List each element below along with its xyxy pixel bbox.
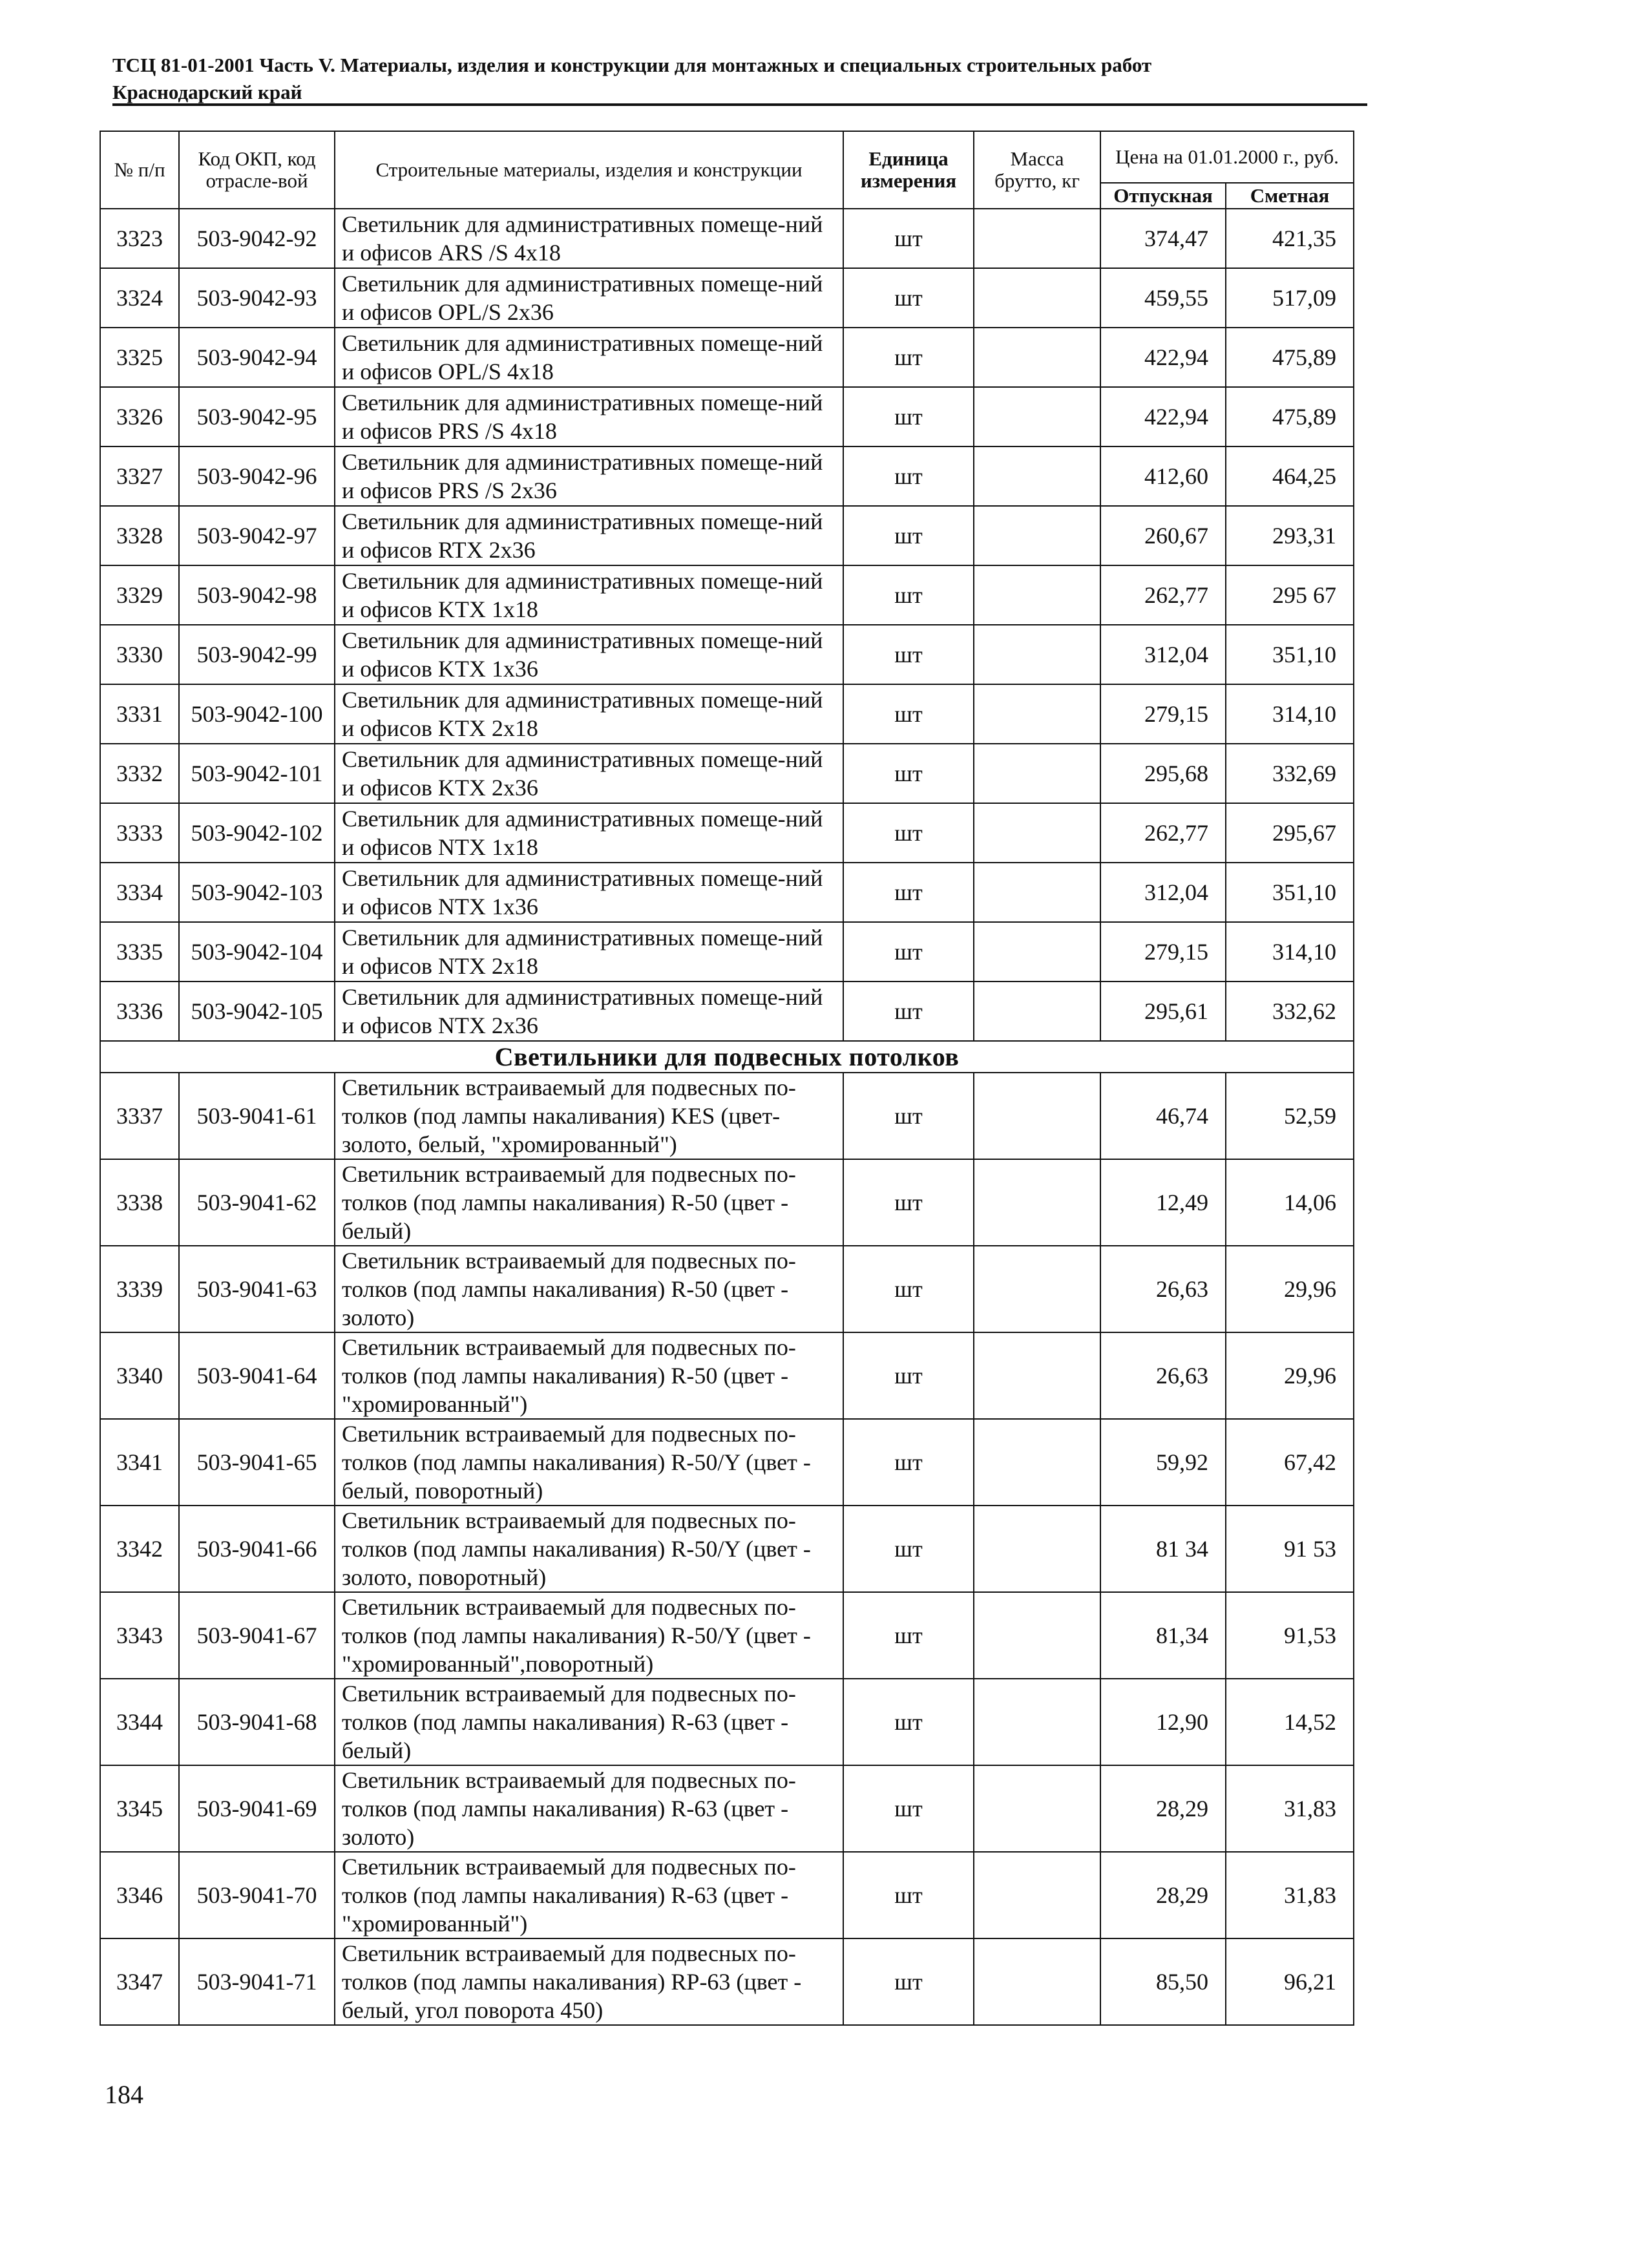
row-mass (974, 1073, 1100, 1159)
row-code: 503-9041-69 (179, 1765, 335, 1852)
row-estimate-price: 96,21 (1226, 1938, 1354, 2025)
row-code: 503-9041-62 (179, 1159, 335, 1246)
row-mass (974, 1679, 1100, 1765)
row-name: Светильник встраиваемый для подвесных по-толков (под лампы накаливания) R-63 (цвет - белый) (335, 1679, 843, 1765)
table-body-group1 (100, 209, 1354, 1041)
row-estimate-price: 14,52 (1226, 1679, 1354, 1765)
row-code: 503-9042-100 (179, 684, 335, 744)
page-number: 184 (105, 2080, 143, 2109)
row-release-price: 459,55 (1100, 268, 1226, 328)
row-release-price: 279,15 (1100, 684, 1226, 744)
row-unit: шт (843, 1332, 974, 1419)
row-mass (974, 982, 1100, 1041)
row-unit: шт (843, 1852, 974, 1938)
table-row (100, 209, 1354, 268)
row-release-price: 12,90 (1100, 1679, 1226, 1765)
col-header-code: Код ОКП, код отрасле-вой (179, 131, 335, 209)
row-estimate-price: 31,83 (1226, 1765, 1354, 1852)
row-estimate-price: 91 53 (1226, 1506, 1354, 1592)
row-estimate-price: 314,10 (1226, 684, 1354, 744)
row-number: 3335 (100, 922, 179, 982)
row-code: 503-9042-105 (179, 982, 335, 1041)
row-code: 503-9042-102 (179, 803, 335, 863)
table-row (100, 446, 1354, 506)
row-code: 503-9041-71 (179, 1938, 335, 2025)
row-number: 3326 (100, 387, 179, 446)
row-release-price: 26,63 (1100, 1332, 1226, 1419)
row-code: 503-9042-96 (179, 446, 335, 506)
row-estimate-price: 14,06 (1226, 1159, 1354, 1246)
row-number: 3343 (100, 1592, 179, 1679)
row-estimate-price: 29,96 (1226, 1246, 1354, 1332)
row-code: 503-9042-93 (179, 268, 335, 328)
row-estimate-price: 31,83 (1226, 1852, 1354, 1938)
row-name: Светильник для административных помеще-ний и офисов PRS /S 4x18 (335, 387, 843, 446)
row-code: 503-9041-68 (179, 1679, 335, 1765)
row-estimate-price: 52,59 (1226, 1073, 1354, 1159)
row-estimate-price: 293,31 (1226, 506, 1354, 565)
table-header (100, 131, 1354, 209)
row-estimate-price: 29,96 (1226, 1332, 1354, 1419)
row-name: Светильник для административных помеще-ний и офисов NTX 1x18 (335, 803, 843, 863)
row-unit: шт (843, 744, 974, 803)
row-code: 503-9041-66 (179, 1506, 335, 1592)
row-name: Светильник встраиваемый для подвесных по-толков (под лампы накаливания) R-50/Y (цвет - золото, поворотный) (335, 1506, 843, 1592)
row-mass (974, 268, 1100, 328)
row-unit: шт (843, 1938, 974, 2025)
row-release-price: 46,74 (1100, 1073, 1226, 1159)
row-number: 3331 (100, 684, 179, 744)
col-header-name: Строительные материалы, изделия и конструкции (335, 131, 843, 209)
table-row (100, 922, 1354, 982)
row-unit: шт (843, 1159, 974, 1246)
table-row (100, 1419, 1354, 1506)
row-number: 3339 (100, 1246, 179, 1332)
header-divider (112, 103, 1367, 106)
row-unit: шт (843, 684, 974, 744)
row-number: 3338 (100, 1159, 179, 1246)
table-row (100, 744, 1354, 803)
col-header-release: Отпускная (1100, 183, 1226, 209)
col-header-price-group: Цена на 01.01.2000 г., руб. (1100, 131, 1354, 183)
row-release-price: 312,04 (1100, 863, 1226, 922)
row-release-price: 295,61 (1100, 982, 1226, 1041)
row-number: 3345 (100, 1765, 179, 1852)
row-code: 503-9042-101 (179, 744, 335, 803)
col-header-unit: Единица измерения (843, 131, 974, 209)
row-release-price: 412,60 (1100, 446, 1226, 506)
row-unit: шт (843, 625, 974, 684)
row-unit: шт (843, 803, 974, 863)
row-name: Светильник для административных помеще-ний и офисов OPL/S 4x18 (335, 328, 843, 387)
row-code: 503-9041-67 (179, 1592, 335, 1679)
row-code: 503-9042-94 (179, 328, 335, 387)
row-unit: шт (843, 1765, 974, 1852)
row-estimate-price: 67,42 (1226, 1419, 1354, 1506)
row-number: 3328 (100, 506, 179, 565)
table-row (100, 1679, 1354, 1765)
row-unit: шт (843, 1419, 974, 1506)
row-unit: шт (843, 328, 974, 387)
row-number: 3342 (100, 1506, 179, 1592)
row-mass (974, 446, 1100, 506)
row-mass (974, 1419, 1100, 1506)
table-row (100, 1506, 1354, 1592)
row-release-price: 262,77 (1100, 803, 1226, 863)
row-number: 3347 (100, 1938, 179, 2025)
table-row (100, 1592, 1354, 1679)
row-release-price: 28,29 (1100, 1852, 1226, 1938)
table-row (100, 863, 1354, 922)
row-number: 3337 (100, 1073, 179, 1159)
row-mass (974, 328, 1100, 387)
row-name: Светильник встраиваемый для подвесных по-толков (под лампы накаливания) R-50/Y (цвет - "хромированный",поворотный) (335, 1592, 843, 1679)
row-mass (974, 387, 1100, 446)
row-number: 3330 (100, 625, 179, 684)
row-name: Светильник встраиваемый для подвесных по-толков (под лампы накаливания) R-50/Y (цвет - белый, поворотный) (335, 1419, 843, 1506)
row-release-price: 422,94 (1100, 387, 1226, 446)
row-code: 503-9041-64 (179, 1332, 335, 1419)
row-release-price: 279,15 (1100, 922, 1226, 982)
row-mass (974, 744, 1100, 803)
row-number: 3346 (100, 1852, 179, 1938)
row-mass (974, 506, 1100, 565)
row-code: 503-9042-97 (179, 506, 335, 565)
table-row (100, 1159, 1354, 1246)
row-mass (974, 1246, 1100, 1332)
table-row (100, 1852, 1354, 1938)
row-mass (974, 1159, 1100, 1246)
row-estimate-price: 332,62 (1226, 982, 1354, 1041)
row-code: 503-9041-63 (179, 1246, 335, 1332)
row-unit: шт (843, 446, 974, 506)
price-table (100, 131, 1354, 2026)
row-mass (974, 565, 1100, 625)
row-name: Светильник для административных помеще-ний и офисов ARS /S 4x18 (335, 209, 843, 268)
row-estimate-price: 332,69 (1226, 744, 1354, 803)
row-mass (974, 863, 1100, 922)
row-number: 3329 (100, 565, 179, 625)
row-mass (974, 1592, 1100, 1679)
table-row (100, 565, 1354, 625)
row-number: 3327 (100, 446, 179, 506)
section-title: Светильники для подвесных потолков (100, 1041, 1354, 1073)
row-name: Светильник для административных помеще-ний и офисов NTX 1x36 (335, 863, 843, 922)
row-release-price: 28,29 (1100, 1765, 1226, 1852)
row-unit: шт (843, 922, 974, 982)
row-unit: шт (843, 1246, 974, 1332)
row-code: 503-9041-70 (179, 1852, 335, 1938)
row-estimate-price: 421,35 (1226, 209, 1354, 268)
row-release-price: 262,77 (1100, 565, 1226, 625)
row-number: 3333 (100, 803, 179, 863)
table-row (100, 328, 1354, 387)
row-release-price: 295,68 (1100, 744, 1226, 803)
row-unit: шт (843, 1506, 974, 1592)
row-release-price: 374,47 (1100, 209, 1226, 268)
row-number: 3341 (100, 1419, 179, 1506)
row-unit: шт (843, 209, 974, 268)
row-name: Светильник встраиваемый для подвесных по-толков (под лампы накаливания) R-50 (цвет - "хромированный") (335, 1332, 843, 1419)
row-name: Светильник для административных помеще-ний и офисов NTX 2x18 (335, 922, 843, 982)
row-mass (974, 922, 1100, 982)
row-estimate-price: 475,89 (1226, 387, 1354, 446)
table-row (100, 684, 1354, 744)
row-code: 503-9042-98 (179, 565, 335, 625)
row-mass (974, 1506, 1100, 1592)
row-name: Светильник для административных помеще-ний и офисов KTX 2x36 (335, 744, 843, 803)
row-estimate-price: 295 67 (1226, 565, 1354, 625)
table-row (100, 387, 1354, 446)
row-unit: шт (843, 1592, 974, 1679)
row-code: 503-9041-61 (179, 1073, 335, 1159)
row-code: 503-9042-92 (179, 209, 335, 268)
header-title: ТСЦ 81-01-2001 Часть V. Материалы, изделия и конструкции для монтажных и специальных строительных работ (112, 54, 1152, 76)
row-estimate-price: 351,10 (1226, 625, 1354, 684)
row-name: Светильник для административных помеще-ний и офисов OPL/S 2x36 (335, 268, 843, 328)
row-release-price: 26,63 (1100, 1246, 1226, 1332)
table-row (100, 1246, 1354, 1332)
row-name: Светильник для административных помеще-ний и офисов KTX 1x18 (335, 565, 843, 625)
row-unit: шт (843, 268, 974, 328)
col-header-mass: Масса брутто, кг (974, 131, 1100, 209)
table-row (100, 803, 1354, 863)
row-name: Светильник для административных помеще-ний и офисов PRS /S 2x36 (335, 446, 843, 506)
table-row (100, 1073, 1354, 1159)
row-number: 3334 (100, 863, 179, 922)
row-code: 503-9042-99 (179, 625, 335, 684)
row-release-price: 260,67 (1100, 506, 1226, 565)
row-estimate-price: 351,10 (1226, 863, 1354, 922)
row-name: Светильник для административных помеще-ний и офисов RTX 2x36 (335, 506, 843, 565)
row-mass (974, 625, 1100, 684)
row-release-price: 81 34 (1100, 1506, 1226, 1592)
row-release-price: 59,92 (1100, 1419, 1226, 1506)
row-name: Светильник встраиваемый для подвесных по-толков (под лампы накаливания) R-50 (цвет - золото) (335, 1246, 843, 1332)
row-name: Светильник для административных помеще-ний и офисов KTX 2x18 (335, 684, 843, 744)
row-code: 503-9041-65 (179, 1419, 335, 1506)
row-unit: шт (843, 565, 974, 625)
col-header-estimate: Сметная (1226, 183, 1354, 209)
row-estimate-price: 314,10 (1226, 922, 1354, 982)
row-name: Светильник для административных помеще-ний и офисов KTX 1x36 (335, 625, 843, 684)
row-estimate-price: 475,89 (1226, 328, 1354, 387)
row-name: Светильник встраиваемый для подвесных по-толков (под лампы накаливания) RP-63 (цвет - белый, угол поворота 450) (335, 1938, 843, 2025)
table-row (100, 1938, 1354, 2025)
row-release-price: 422,94 (1100, 328, 1226, 387)
col-header-num: № п/п (100, 131, 179, 209)
row-number: 3324 (100, 268, 179, 328)
row-unit: шт (843, 1073, 974, 1159)
table-row (100, 1765, 1354, 1852)
table-row (100, 268, 1354, 328)
row-mass (974, 803, 1100, 863)
document-header (112, 52, 1366, 106)
row-number: 3340 (100, 1332, 179, 1419)
table-row (100, 1332, 1354, 1419)
row-release-price: 312,04 (1100, 625, 1226, 684)
row-mass (974, 1852, 1100, 1938)
row-estimate-price: 295,67 (1226, 803, 1354, 863)
row-estimate-price: 517,09 (1226, 268, 1354, 328)
row-unit: шт (843, 982, 974, 1041)
row-name: Светильник встраиваемый для подвесных по-толков (под лампы накаливания) R-63 (цвет - "хромированный") (335, 1852, 843, 1938)
row-estimate-price: 91,53 (1226, 1592, 1354, 1679)
row-unit: шт (843, 863, 974, 922)
table-body-group2 (100, 1073, 1354, 2025)
row-number: 3332 (100, 744, 179, 803)
row-number: 3325 (100, 328, 179, 387)
row-mass (974, 684, 1100, 744)
row-unit: шт (843, 1679, 974, 1765)
table-row (100, 625, 1354, 684)
row-unit: шт (843, 387, 974, 446)
row-number: 3336 (100, 982, 179, 1041)
table-row (100, 982, 1354, 1041)
row-number: 3323 (100, 209, 179, 268)
header-region: Краснодарский край (112, 81, 302, 103)
row-code: 503-9042-103 (179, 863, 335, 922)
row-mass (974, 1332, 1100, 1419)
row-estimate-price: 464,25 (1226, 446, 1354, 506)
row-code: 503-9042-104 (179, 922, 335, 982)
section-row-group (100, 1041, 1354, 1073)
row-name: Светильник для административных помеще-ний и офисов NTX 2x36 (335, 982, 843, 1041)
row-name: Светильник встраиваемый для подвесных по-толков (под лампы накаливания) R-50 (цвет - белый) (335, 1159, 843, 1246)
row-number: 3344 (100, 1679, 179, 1765)
row-mass (974, 1938, 1100, 2025)
row-name: Светильник встраиваемый для подвесных по-толков (под лампы накаливания) KES (цвет-золото, белый, "хромированный") (335, 1073, 843, 1159)
row-mass (974, 209, 1100, 268)
row-mass (974, 1765, 1100, 1852)
row-release-price: 12,49 (1100, 1159, 1226, 1246)
row-unit: шт (843, 506, 974, 565)
row-release-price: 81,34 (1100, 1592, 1226, 1679)
row-release-price: 85,50 (1100, 1938, 1226, 2025)
row-code: 503-9042-95 (179, 387, 335, 446)
table-row (100, 506, 1354, 565)
row-name: Светильник встраиваемый для подвесных по-толков (под лампы накаливания) R-63 (цвет - золото) (335, 1765, 843, 1852)
